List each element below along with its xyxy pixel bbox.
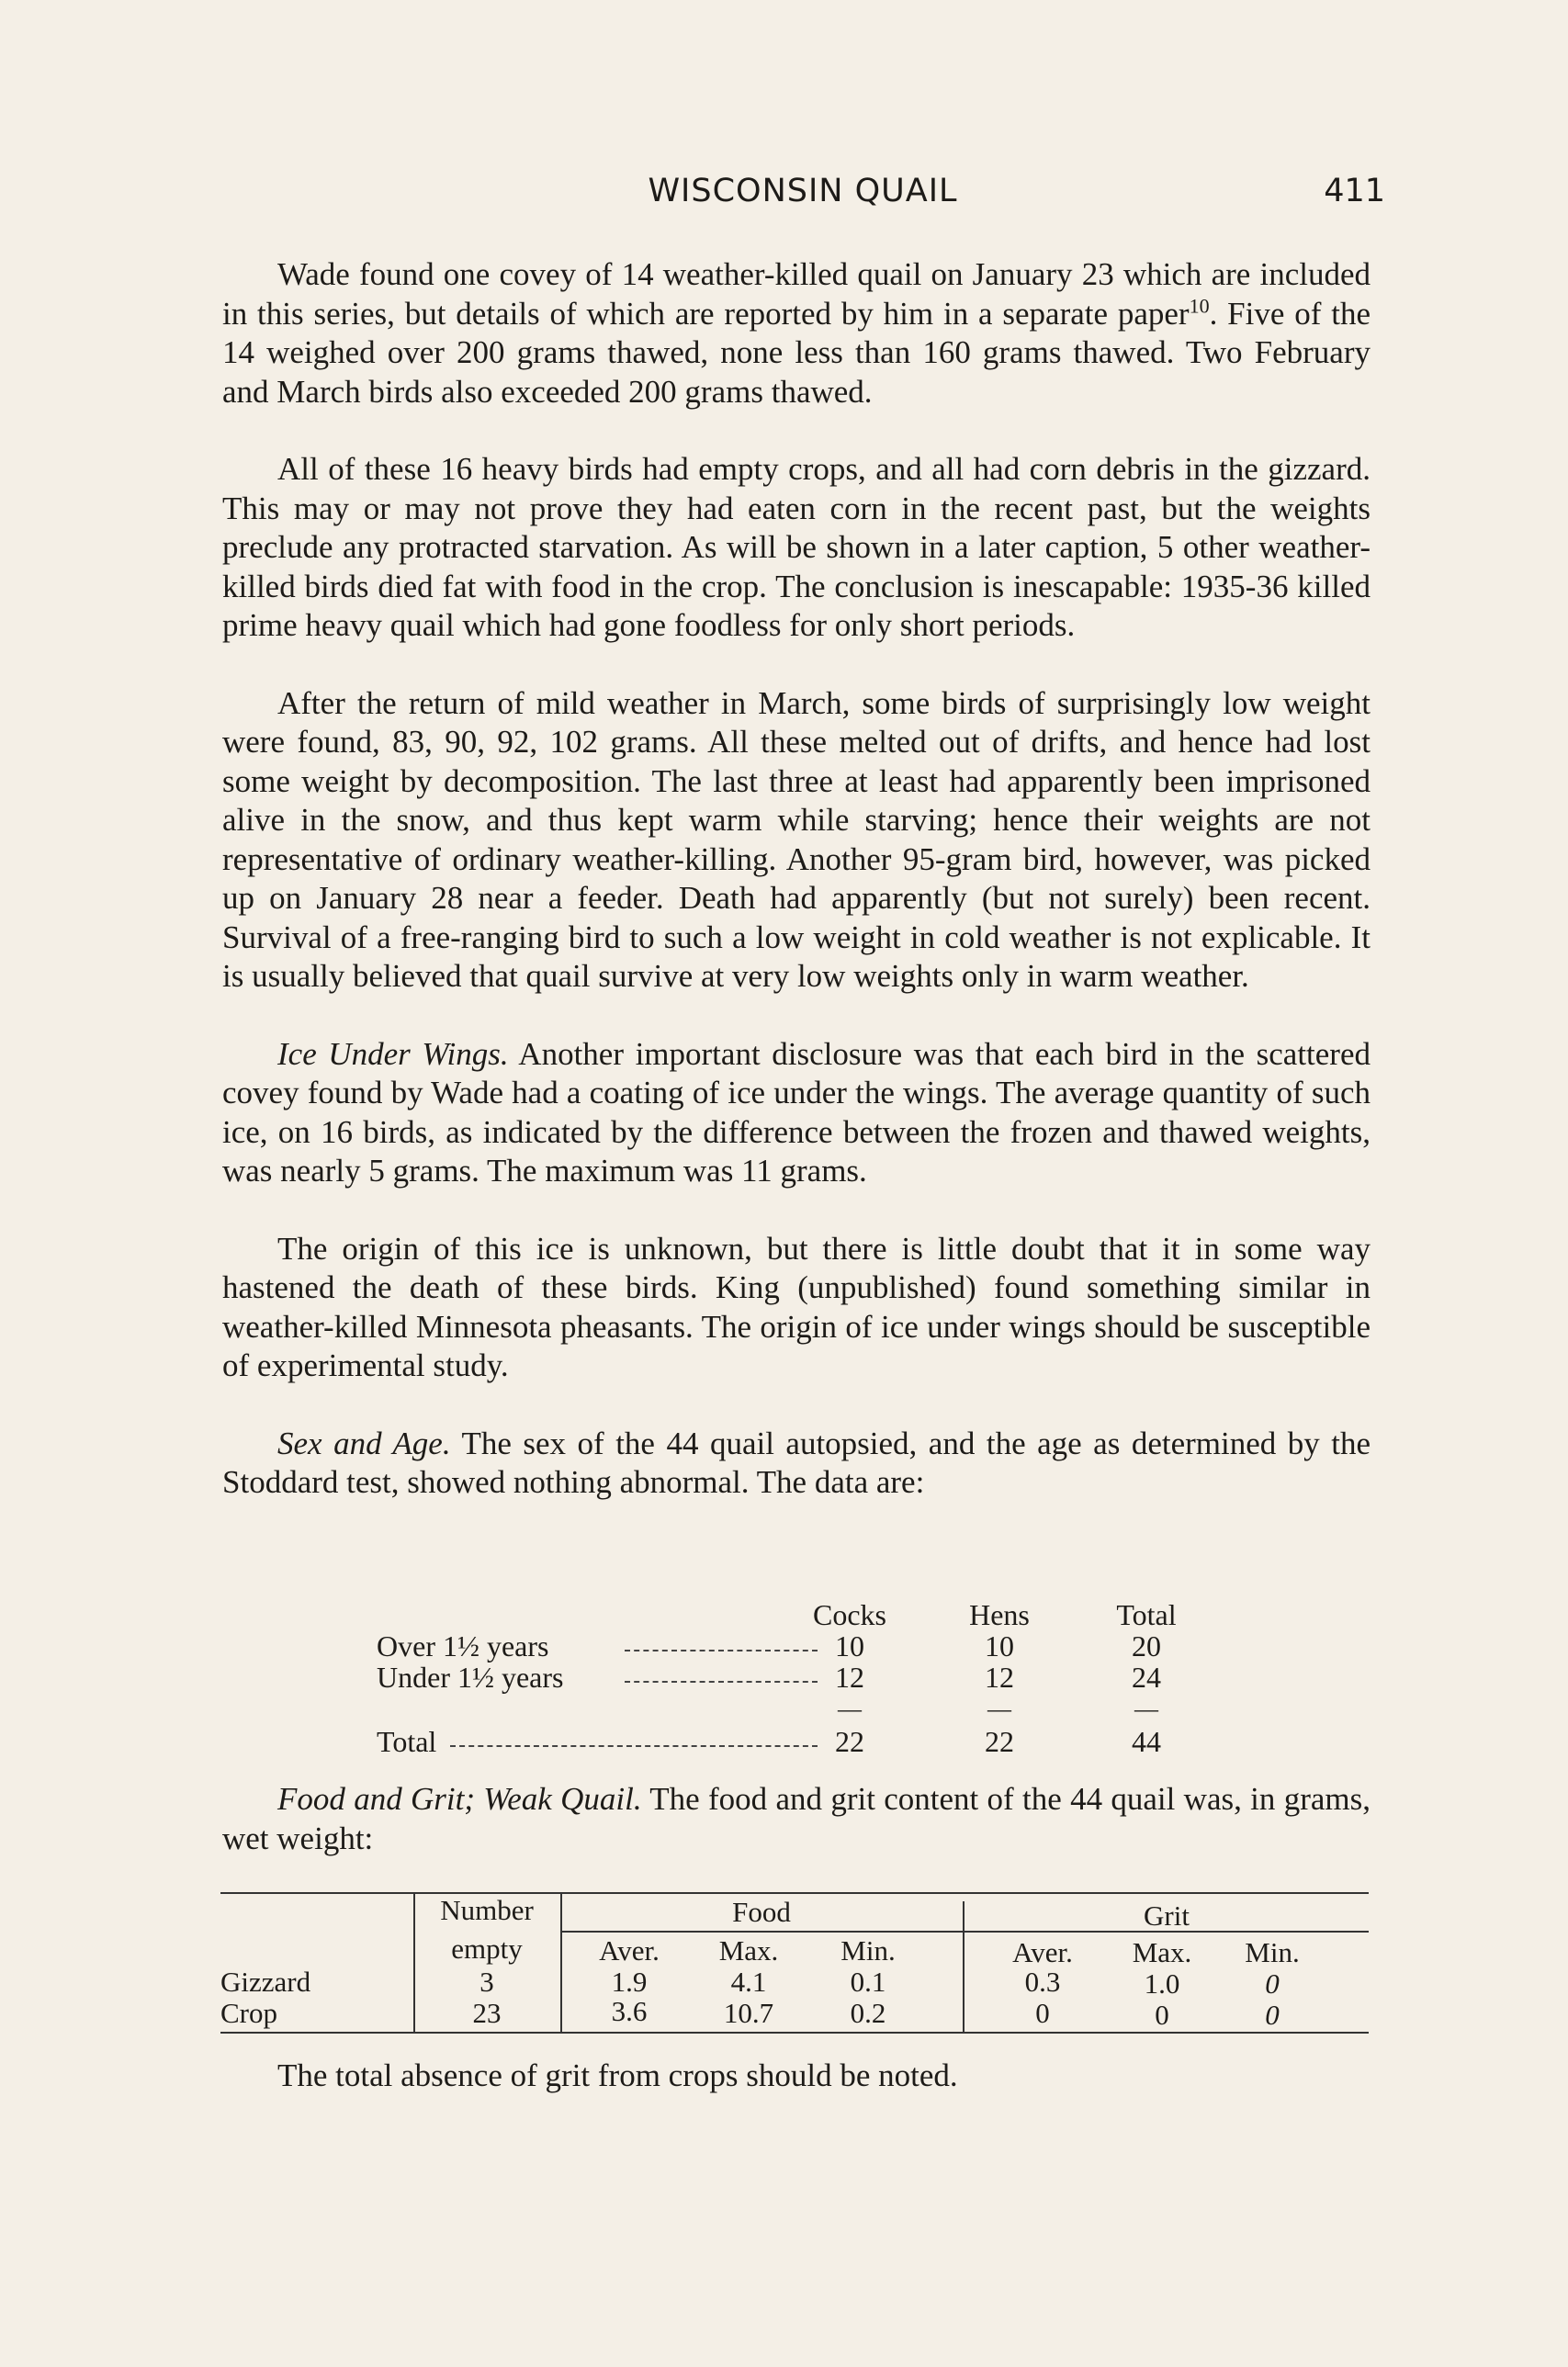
paragraph-low-weight: After the return of mild weather in March, some birds of surprisingly low weight were found, 83, 90, 92, 102 grams. All these melted out of drifts, and hence had lost some weight by decomposition. The last three at least had apparently been imprisoned alive in the snow, and thus kept warm while starving; hence their weights are not representative of ordinary weather-killing. Another 95-gram bird, however, was picked up on January 28 near a feeder. Death had apparently (but not surely) been recent. Survival of a free-ranging bird to such a low weight in cold weather is not explicable. It is usually believed that quail survive at very low weights only in warm weather. bbox=[222, 684, 1371, 994]
column-header-food-max: Max. bbox=[718, 1934, 779, 1967]
paragraph-ice-origin: The origin of this ice is unknown, but there is little doubt that it in some way hastened the death of these birds. King (unpublished) found something similar in weather-killed Minnesota pheasants. The origin of ice under wings should be susceptible of experimental study. bbox=[222, 1230, 1371, 1383]
table-cell: 23 bbox=[472, 1997, 502, 2029]
column-header-grit-min: Min. bbox=[1245, 1936, 1300, 1968]
paragraph-text: The food and grit content of the 44 quail was, in grams, wet weight: bbox=[222, 1781, 1371, 1856]
table-bottom-rule bbox=[220, 2032, 1369, 2034]
paragraph-text: The sex of the 44 quail autopsied, and the age as determined by the Stoddard test, showed nothing abnormal. The data are: bbox=[222, 1425, 1371, 1500]
table-cell: 22 bbox=[835, 1725, 864, 1758]
table-cell: 4.1 bbox=[730, 1966, 767, 1998]
table-top-rule bbox=[220, 1892, 1369, 1894]
row-label-crop: Crop bbox=[220, 1997, 277, 2029]
table-cell: 12 bbox=[835, 1661, 864, 1694]
paragraph-sex-age bbox=[222, 1425, 1371, 1503]
table-cell: 10 bbox=[835, 1629, 864, 1663]
paragraph-food-grit bbox=[222, 1780, 1371, 1858]
column-header-food-min: Min. bbox=[840, 1934, 896, 1967]
row-label: Total bbox=[377, 1725, 437, 1758]
table-cell: 10.7 bbox=[723, 1997, 774, 2029]
table-cell: 0 bbox=[1265, 1967, 1280, 2000]
sum-dash: — bbox=[1134, 1696, 1158, 1722]
paragraph-heavy-birds: All of these 16 heavy birds had empty crops, and all had corn debris in the gizzard. This may or may not prove they had eaten corn in the recent past, but the weights preclude any protracted starvation. As will be shown in a later caption, 5 other weather-killed birds died fat with food in the crop. The conclusion is inescapable: 1935-36 killed prime heavy quail which had gone foodless for only short periods. bbox=[222, 451, 1371, 643]
table-cell: 24 bbox=[1132, 1661, 1161, 1694]
table-divider bbox=[413, 1892, 415, 2032]
column-header-cocks: Cocks bbox=[813, 1598, 886, 1631]
table-cell: 0.3 bbox=[1024, 1966, 1061, 1998]
table-row bbox=[377, 1629, 1231, 1664]
sum-dash: — bbox=[838, 1696, 862, 1722]
column-group-food: Food bbox=[732, 1896, 791, 1928]
row-label-gizzard: Gizzard bbox=[220, 1966, 311, 1998]
food-grit-table bbox=[220, 1890, 1369, 2034]
paragraph-ice-under-wings bbox=[222, 1035, 1371, 1191]
section-heading: Sex and Age. bbox=[277, 1425, 451, 1461]
table-cell: 0.2 bbox=[850, 1997, 886, 2029]
closing-note: The total absence of grit from crops should be noted. bbox=[277, 2057, 958, 2093]
table-cell: 0 bbox=[1035, 1997, 1050, 2029]
column-header-total: Total bbox=[1116, 1598, 1177, 1631]
paragraph-text: Another important disclosure was that each bird in the scattered covey found by Wade had a coating of ice under the wings. The average quantity of such ice, on 16 birds, as indicated by the difference between the frozen and thawed weights, was nearly 5 grams. The maximum was 11 grams. bbox=[222, 1035, 1371, 1189]
section-heading: Food and Grit; Weak Quail. bbox=[277, 1781, 642, 1817]
column-header-number: Number bbox=[440, 1894, 534, 1926]
leader-dots bbox=[625, 1650, 818, 1651]
running-head-title: WISCONSIN QUAIL bbox=[648, 173, 958, 209]
column-header-hens: Hens bbox=[969, 1598, 1030, 1631]
table-cell: 12 bbox=[985, 1661, 1014, 1694]
sex-age-table bbox=[377, 1598, 1231, 1764]
table-cell: 20 bbox=[1132, 1629, 1161, 1663]
column-header-grit-aver: Aver. bbox=[1012, 1936, 1073, 1968]
table-cell: 3 bbox=[479, 1966, 494, 1998]
table-cell: 3.6 bbox=[611, 1995, 648, 2027]
table-cell: 0 bbox=[1265, 1999, 1280, 2031]
column-header-grit-max: Max. bbox=[1132, 1936, 1192, 1968]
body-text bbox=[222, 255, 1371, 1536]
table-cell: 44 bbox=[1132, 1725, 1161, 1758]
row-label: Over 1½ years bbox=[377, 1629, 549, 1663]
paragraph-text: . Five of the 14 weighed over 200 grams thawed, none less than 160 grams thawed. Two February and March birds also exceeded 200 grams thawed. bbox=[222, 295, 1371, 410]
sum-dash: — bbox=[987, 1696, 1011, 1722]
table-cell: 1.9 bbox=[611, 1966, 648, 1998]
table-cell: 1.0 bbox=[1144, 1967, 1180, 2000]
column-header-food-aver: Aver. bbox=[599, 1934, 660, 1967]
table-total-row bbox=[377, 1725, 1231, 1760]
footnote-ref: 10 bbox=[1189, 293, 1210, 317]
table-cell: 22 bbox=[985, 1725, 1014, 1758]
paragraph-text: Wade found one covey of 14 weather-killed quail on January 23 which are included in this series, but details of which are reported by him in a separate paper bbox=[222, 256, 1371, 332]
table-cell: 0.1 bbox=[850, 1966, 886, 1998]
row-label: Under 1½ years bbox=[377, 1661, 564, 1694]
table-row bbox=[377, 1661, 1231, 1696]
body-text-continued bbox=[222, 1780, 1371, 1897]
leader-dots bbox=[450, 1745, 818, 1747]
column-group-grit: Grit bbox=[1144, 1899, 1190, 1932]
paragraph-wade-covey bbox=[222, 255, 1371, 411]
column-header-empty: empty bbox=[451, 1933, 523, 1965]
table-cell: 0 bbox=[1155, 1999, 1169, 2031]
page-number: 411 bbox=[1324, 173, 1385, 209]
running-head bbox=[220, 173, 1385, 219]
table-cell: 10 bbox=[985, 1629, 1014, 1663]
leader-dots bbox=[625, 1681, 818, 1683]
table-header-row bbox=[377, 1598, 1231, 1633]
section-heading: Ice Under Wings. bbox=[277, 1035, 509, 1072]
